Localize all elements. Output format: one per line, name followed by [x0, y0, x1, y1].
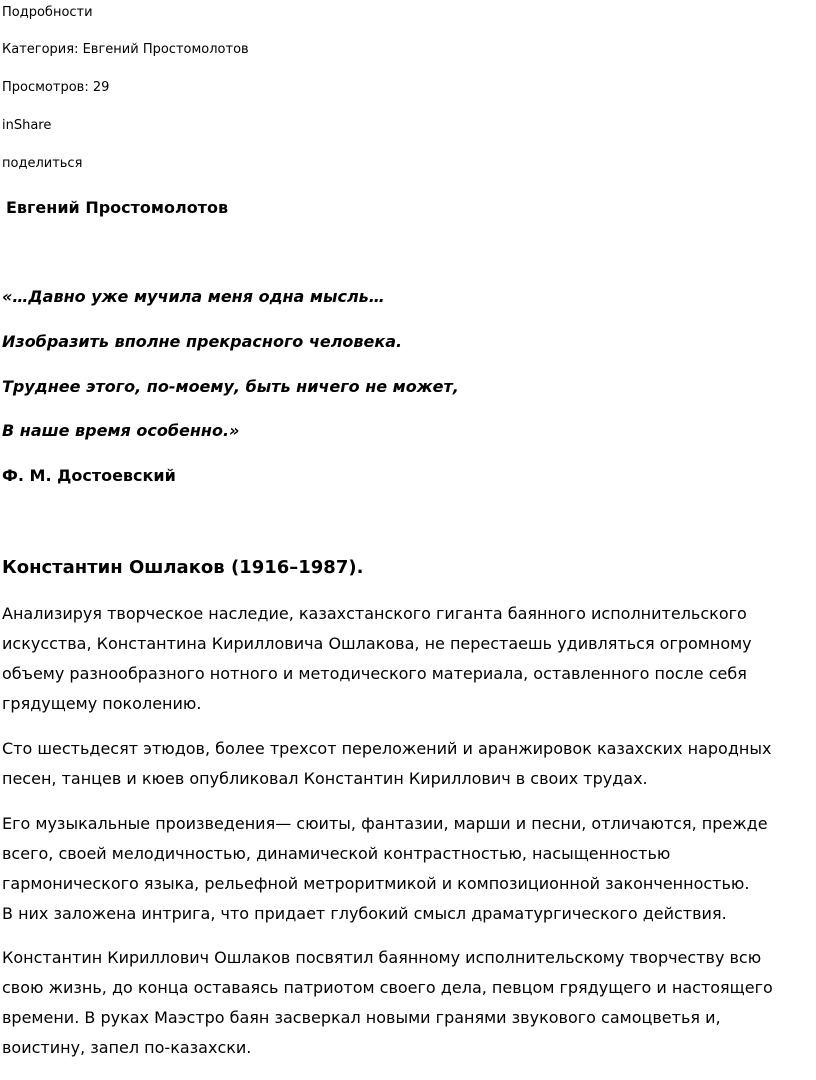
paragraph-line: Сто шестьдесят этюдов, более трехсот переложений и аранжировок казахских народных: [2, 739, 772, 758]
paragraph-line: гармонического языка, рельефной метроритмикой и композиционной законченностью.: [2, 874, 750, 893]
paragraph-line: Его музыкальные произведения— сюиты, фантазии, марши и песни, отличаются, прежде: [2, 814, 768, 833]
paragraph-line: воистину, запел по-казахски.: [2, 1038, 252, 1057]
author-name: Евгений Простомолотов: [6, 198, 229, 217]
article-paragraph: [2, 599, 812, 719]
details-label: Подробности: [2, 5, 93, 20]
epigraph-line: Труднее этого, по-моему, быть ничего не может,: [2, 377, 459, 396]
inshare-button[interactable]: inShare: [2, 118, 52, 133]
paragraph-line: В них заложена интрига, что придает глубокий смысл драматургического действия.: [2, 904, 727, 923]
paragraph-line: всего, своей мелодичностью, динамической контрастностью, насыщенностью: [2, 844, 671, 863]
paragraph-line: объему разнообразного нотного и методического материала, оставленного после себя: [2, 664, 747, 683]
epigraph-line: «…Давно уже мучила меня одна мысль…: [2, 287, 385, 306]
paragraph-line: времени. В руках Маэстро баян засверкал новыми гранями звукового самоцветья и,: [2, 1008, 721, 1027]
article-paragraph: [2, 943, 812, 1063]
share-button[interactable]: поделиться: [2, 156, 83, 171]
epigraph-signature: Ф. М. Достоевский: [2, 466, 176, 485]
article-paragraph: [2, 809, 812, 929]
paragraph-line: свою жизнь, до конца оставаясь патриотом своего дела, певцом грядущего и настоящего: [2, 978, 773, 997]
article-paragraph: [2, 734, 812, 794]
paragraph-line: песен, танцев и кюев опубликовал Константин Кириллович в своих трудах.: [2, 769, 648, 788]
paragraph-line: грядущему поколению.: [2, 694, 202, 713]
paragraph-line: Анализируя творческое наследие, казахстанского гиганта баянного исполнительского: [2, 604, 747, 623]
epigraph-line: Изобразить вполне прекрасного человека.: [2, 332, 403, 351]
article-title: Константин Ошлаков (1916–1987).: [2, 557, 364, 578]
views-count: Просмотров: 29: [2, 80, 110, 95]
category-link[interactable]: Категория: Евгений Простомолотов: [2, 42, 249, 57]
epigraph-line: В наше время особенно.»: [2, 421, 240, 440]
paragraph-line: искусства, Константина Кирилловича Ошлакова, не перестаешь удивляться огромному: [2, 634, 752, 653]
paragraph-line: Константин Кириллович Ошлаков посвятил баянному исполнительскому творчеству всю: [2, 948, 762, 967]
